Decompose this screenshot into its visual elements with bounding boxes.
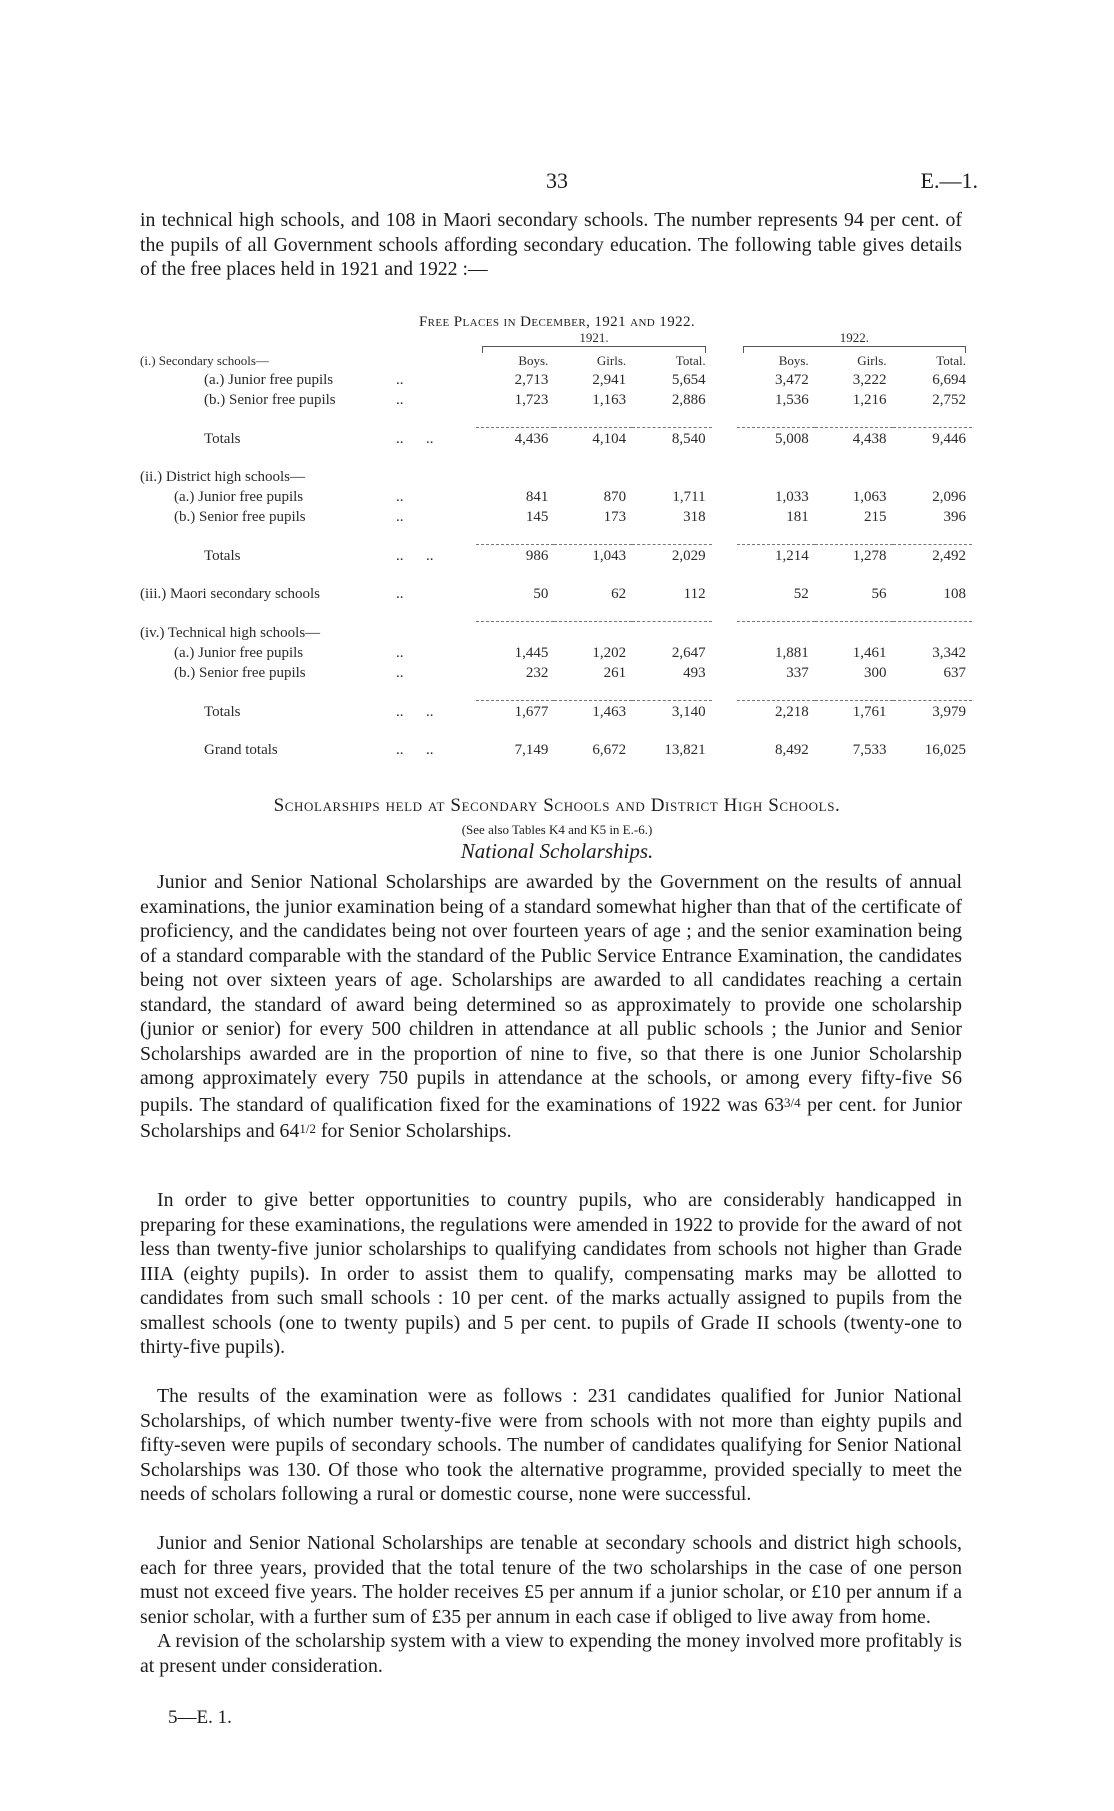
- cell: 2,218: [737, 701, 815, 722]
- cell: 3,472: [774, 372, 809, 388]
- cell: 1,536: [774, 392, 809, 408]
- cell: 841: [525, 489, 549, 505]
- cell: 1,214: [737, 545, 815, 566]
- row-label: (b.) Senior free pupils: [174, 665, 306, 681]
- row-label: (a.) Junior free pupils: [174, 489, 304, 505]
- section-note: (See also Tables K4 and K5 in E.-6.): [461, 822, 653, 837]
- totals-row: Totals .. .. 986 1,043 2,029 1,214 1,278 2,492: [140, 545, 972, 566]
- cell: 3,140: [632, 701, 711, 722]
- cell: 2,713: [514, 372, 549, 388]
- cell: 232: [525, 665, 549, 681]
- page-number: 33: [546, 168, 568, 193]
- cell: 493: [683, 665, 706, 681]
- paragraph-revision: A revision of the scholarship system with a view to expending the money involved more profitably is at present under consideration.: [140, 1630, 962, 1677]
- cell: 145: [525, 509, 549, 525]
- cell: 4,436: [476, 428, 554, 449]
- cell: 637: [943, 665, 966, 681]
- cell: 2,492: [893, 545, 972, 566]
- cell: 56: [871, 586, 887, 602]
- paragraph-national-scholarships: Junior and Senior National Scholarships are awarded by the Government on the results of annual examinations, the junior examination being of a standard somewhat higher than that of the certificate of proficiency, and the candidates being not over fourteen years of age ; and the senior examination being of a standard comparable with the standard of the Public Service Entrance Examination, the candidates being not over sixteen years of age. Scholarships are awarded to all candidates reaching a certain standard, the standard of award being determined so as approximately to provide one scholarship (junior or senior) for every 500 children in attendance at all public schools ; the Junior and Senior Scholarships awarded are in the proportion of nine to five, so that there is one Junior Scholarship among approximately every 750 pupils in attendance at the schools, or among every fifty-five S6 pupils. The standard of qualification fixed for the examinations of 1922 was $63^{3/4}$ per cent. for Junior Scholarships and $64^{1/2}$ for Senior Scholarships.: [140, 871, 962, 1142]
- year-header-row: [140, 330, 972, 353]
- cell: 6,694: [932, 372, 966, 388]
- table-caption: Free Places in December, 1921 and 1922.: [418, 314, 696, 330]
- cell: 9,446: [893, 428, 972, 449]
- cell: 7,533: [852, 742, 887, 758]
- cell: 396: [943, 509, 966, 525]
- cell: 2,941: [592, 372, 627, 388]
- section-title: (iii.) Maori secondary schools: [140, 586, 320, 602]
- cell: 1,202: [592, 645, 627, 661]
- intro-paragraph: in technical high schools, and 108 in Maori secondary schools. The number represents 94 per cent. of the pupils of all Government schools affording secondary education. The following table gives details of the free places held in 1921 and 1922 :—: [140, 209, 962, 280]
- cell: 337: [786, 665, 809, 681]
- col-total-1922: Total.: [936, 353, 966, 368]
- col-total-1921: Total.: [675, 353, 706, 368]
- cell: 3,222: [852, 372, 887, 388]
- column-header-row: [140, 353, 972, 369]
- col-boys-1921: Boys.: [518, 353, 549, 368]
- cell: 300: [864, 665, 887, 681]
- subsection-heading: National Scholarships.: [460, 839, 654, 863]
- cell: 870: [603, 489, 627, 505]
- row-label: (a.) Junior free pupils: [174, 645, 304, 661]
- cell: 1,723: [514, 392, 549, 408]
- table-row: (a.) Junior free pupils .. 2,713 2,941 5,654 3,472 3,222 6,694: [140, 369, 972, 389]
- cell: 5,654: [671, 372, 706, 388]
- cell: 181: [786, 509, 809, 525]
- totals-row: Totals .. .. 4,436 4,104 8,540 5,008 4,438 9,446: [140, 428, 972, 449]
- cell: 173: [603, 509, 627, 525]
- cell: 2,029: [632, 545, 711, 566]
- col-girls-1921: Girls.: [596, 353, 627, 368]
- cell: 8,540: [632, 428, 711, 449]
- cell: 1,278: [815, 545, 893, 566]
- cell: 318: [683, 509, 706, 525]
- cell: 3,342: [932, 645, 966, 661]
- table-row: (a.) Junior free pupils .. 841 870 1,711 1,033 1,063 2,096: [140, 486, 972, 506]
- col-boys-1922: Boys.: [778, 353, 809, 368]
- cell: 2,647: [671, 645, 706, 661]
- table-row: (iii.) Maori secondary schools .. 50 62 112 52 56 108: [140, 583, 972, 603]
- cell: 1,163: [592, 392, 627, 408]
- cell: 2,886: [671, 392, 706, 408]
- cell: 5,008: [737, 428, 815, 449]
- table-row: (b.) Senior free pupils .. 1,723 1,163 2,886 1,536 1,216 2,752: [140, 389, 972, 409]
- totals-row: Totals .. .. 1,677 1,463 3,140 2,218 1,761 3,979: [140, 701, 972, 722]
- cell: 2,752: [932, 392, 966, 408]
- totals-label: Totals: [204, 431, 241, 447]
- totals-label: Totals: [204, 704, 241, 720]
- cell: 6,672: [592, 742, 627, 758]
- fraction: 3/4: [784, 1094, 801, 1110]
- year-1921-header: 1921.: [476, 330, 711, 353]
- paragraph-tenure: Junior and Senior National Scholarships are tenable at secondary schools and district high schools, each for three years, provided that the total tenure of the two scholarships in the case of one person must not exceed five years. The holder receives £5 per annum if a junior scholar, or £10 per annum if a senior scholar, with a further sum of £35 per annum in each case if obliged to live away from home.: [140, 1532, 962, 1628]
- cell: 1,063: [852, 489, 887, 505]
- grand-totals-label: Grand totals: [204, 742, 278, 758]
- section-heading: Scholarships held at Secondary Schools and District High Schools.: [273, 795, 841, 816]
- paragraph-country-pupils: In order to give better opportunities to country pupils, who are considerably handicapped in preparing for these examinations, the regulations were amended in 1922 to provide for the award of not less than twenty-five junior scholarships to qualifying candidates from schools not higher than Grade IIIA (eighty pupils). In order to assist them to qualify, compensating marks may be allotted to candidates from such small schools : 10 per cent. of the marks actually assigned to pupils from the smallest schools (one to twenty pupils) and 5 per cent. to pupils of Grade II schools (twenty-one to thirty-five pupils).: [140, 1189, 962, 1358]
- fraction: 1/2: [299, 1121, 316, 1136]
- cell: 4,438: [815, 428, 893, 449]
- cell: 52: [793, 586, 809, 602]
- grand-totals-row: Grand totals .. .. 7,149 6,672 13,821 8,492 7,533 16,025: [140, 739, 972, 759]
- cell: 13,821: [664, 742, 706, 758]
- section-title: (iv.) Technical high schools—: [140, 625, 321, 641]
- cell: 112: [683, 586, 706, 602]
- row-label: (a.) Junior free pupils: [204, 372, 334, 388]
- cell: 1,216: [852, 392, 887, 408]
- cell: 50: [533, 586, 549, 602]
- cell: 2,096: [932, 489, 966, 505]
- year-1922-header: 1922.: [737, 330, 972, 353]
- document-reference: E.—1.: [920, 168, 978, 193]
- row-label: (b.) Senior free pupils: [204, 392, 336, 408]
- free-places-table: [140, 330, 972, 759]
- cell: 3,979: [893, 701, 972, 722]
- cell: 62: [611, 586, 627, 602]
- cell: 7,149: [514, 742, 549, 758]
- section-title: (i.) Secondary schools—: [140, 353, 269, 368]
- cell: 1,043: [554, 545, 632, 566]
- paragraph-results: The results of the examination were as follows : 231 candidates qualified for Junior National Scholarships, of which number twenty-five were from schools with not more than eighty pupils and fifty-seven were pupils of secondary schools. The number of candidates qualifying for Senior National Scholarships was 130. Of those who took the alternative programme, provided specially to meet the needs of scholars following a rural or domestic course, none were successful.: [140, 1385, 962, 1505]
- cell: 1,677: [476, 701, 554, 722]
- cell: 8,492: [774, 742, 809, 758]
- cell: 108: [943, 586, 966, 602]
- cell: 986: [476, 545, 554, 566]
- cell: 1,881: [774, 645, 809, 661]
- cell: 1,461: [852, 645, 887, 661]
- cell: 1,033: [774, 489, 809, 505]
- cell: 1,463: [554, 701, 632, 722]
- table-row: (a.) Junior free pupils .. 1,445 1,202 2,647 1,881 1,461 3,342: [140, 642, 972, 662]
- cell: 1,711: [672, 489, 706, 505]
- totals-label: Totals: [204, 548, 241, 564]
- cell: 215: [864, 509, 887, 525]
- cell: 16,025: [924, 742, 966, 758]
- footer-signature: 5—E. 1.: [168, 1707, 232, 1728]
- table-row: (b.) Senior free pupils .. 145 173 318 181 215 396: [140, 506, 972, 526]
- cell: 1,445: [514, 645, 549, 661]
- cell: 4,104: [554, 428, 632, 449]
- col-girls-1922: Girls.: [857, 353, 887, 368]
- table-row: (b.) Senior free pupils .. 232 261 493 337 300 637: [140, 662, 972, 682]
- cell: 1,761: [815, 701, 893, 722]
- section-title-row: [140, 622, 972, 643]
- section-title-row: [140, 466, 972, 486]
- row-label: (b.) Senior free pupils: [174, 509, 306, 525]
- section-title: (ii.) District high schools—: [140, 469, 305, 485]
- cell: 261: [603, 665, 627, 681]
